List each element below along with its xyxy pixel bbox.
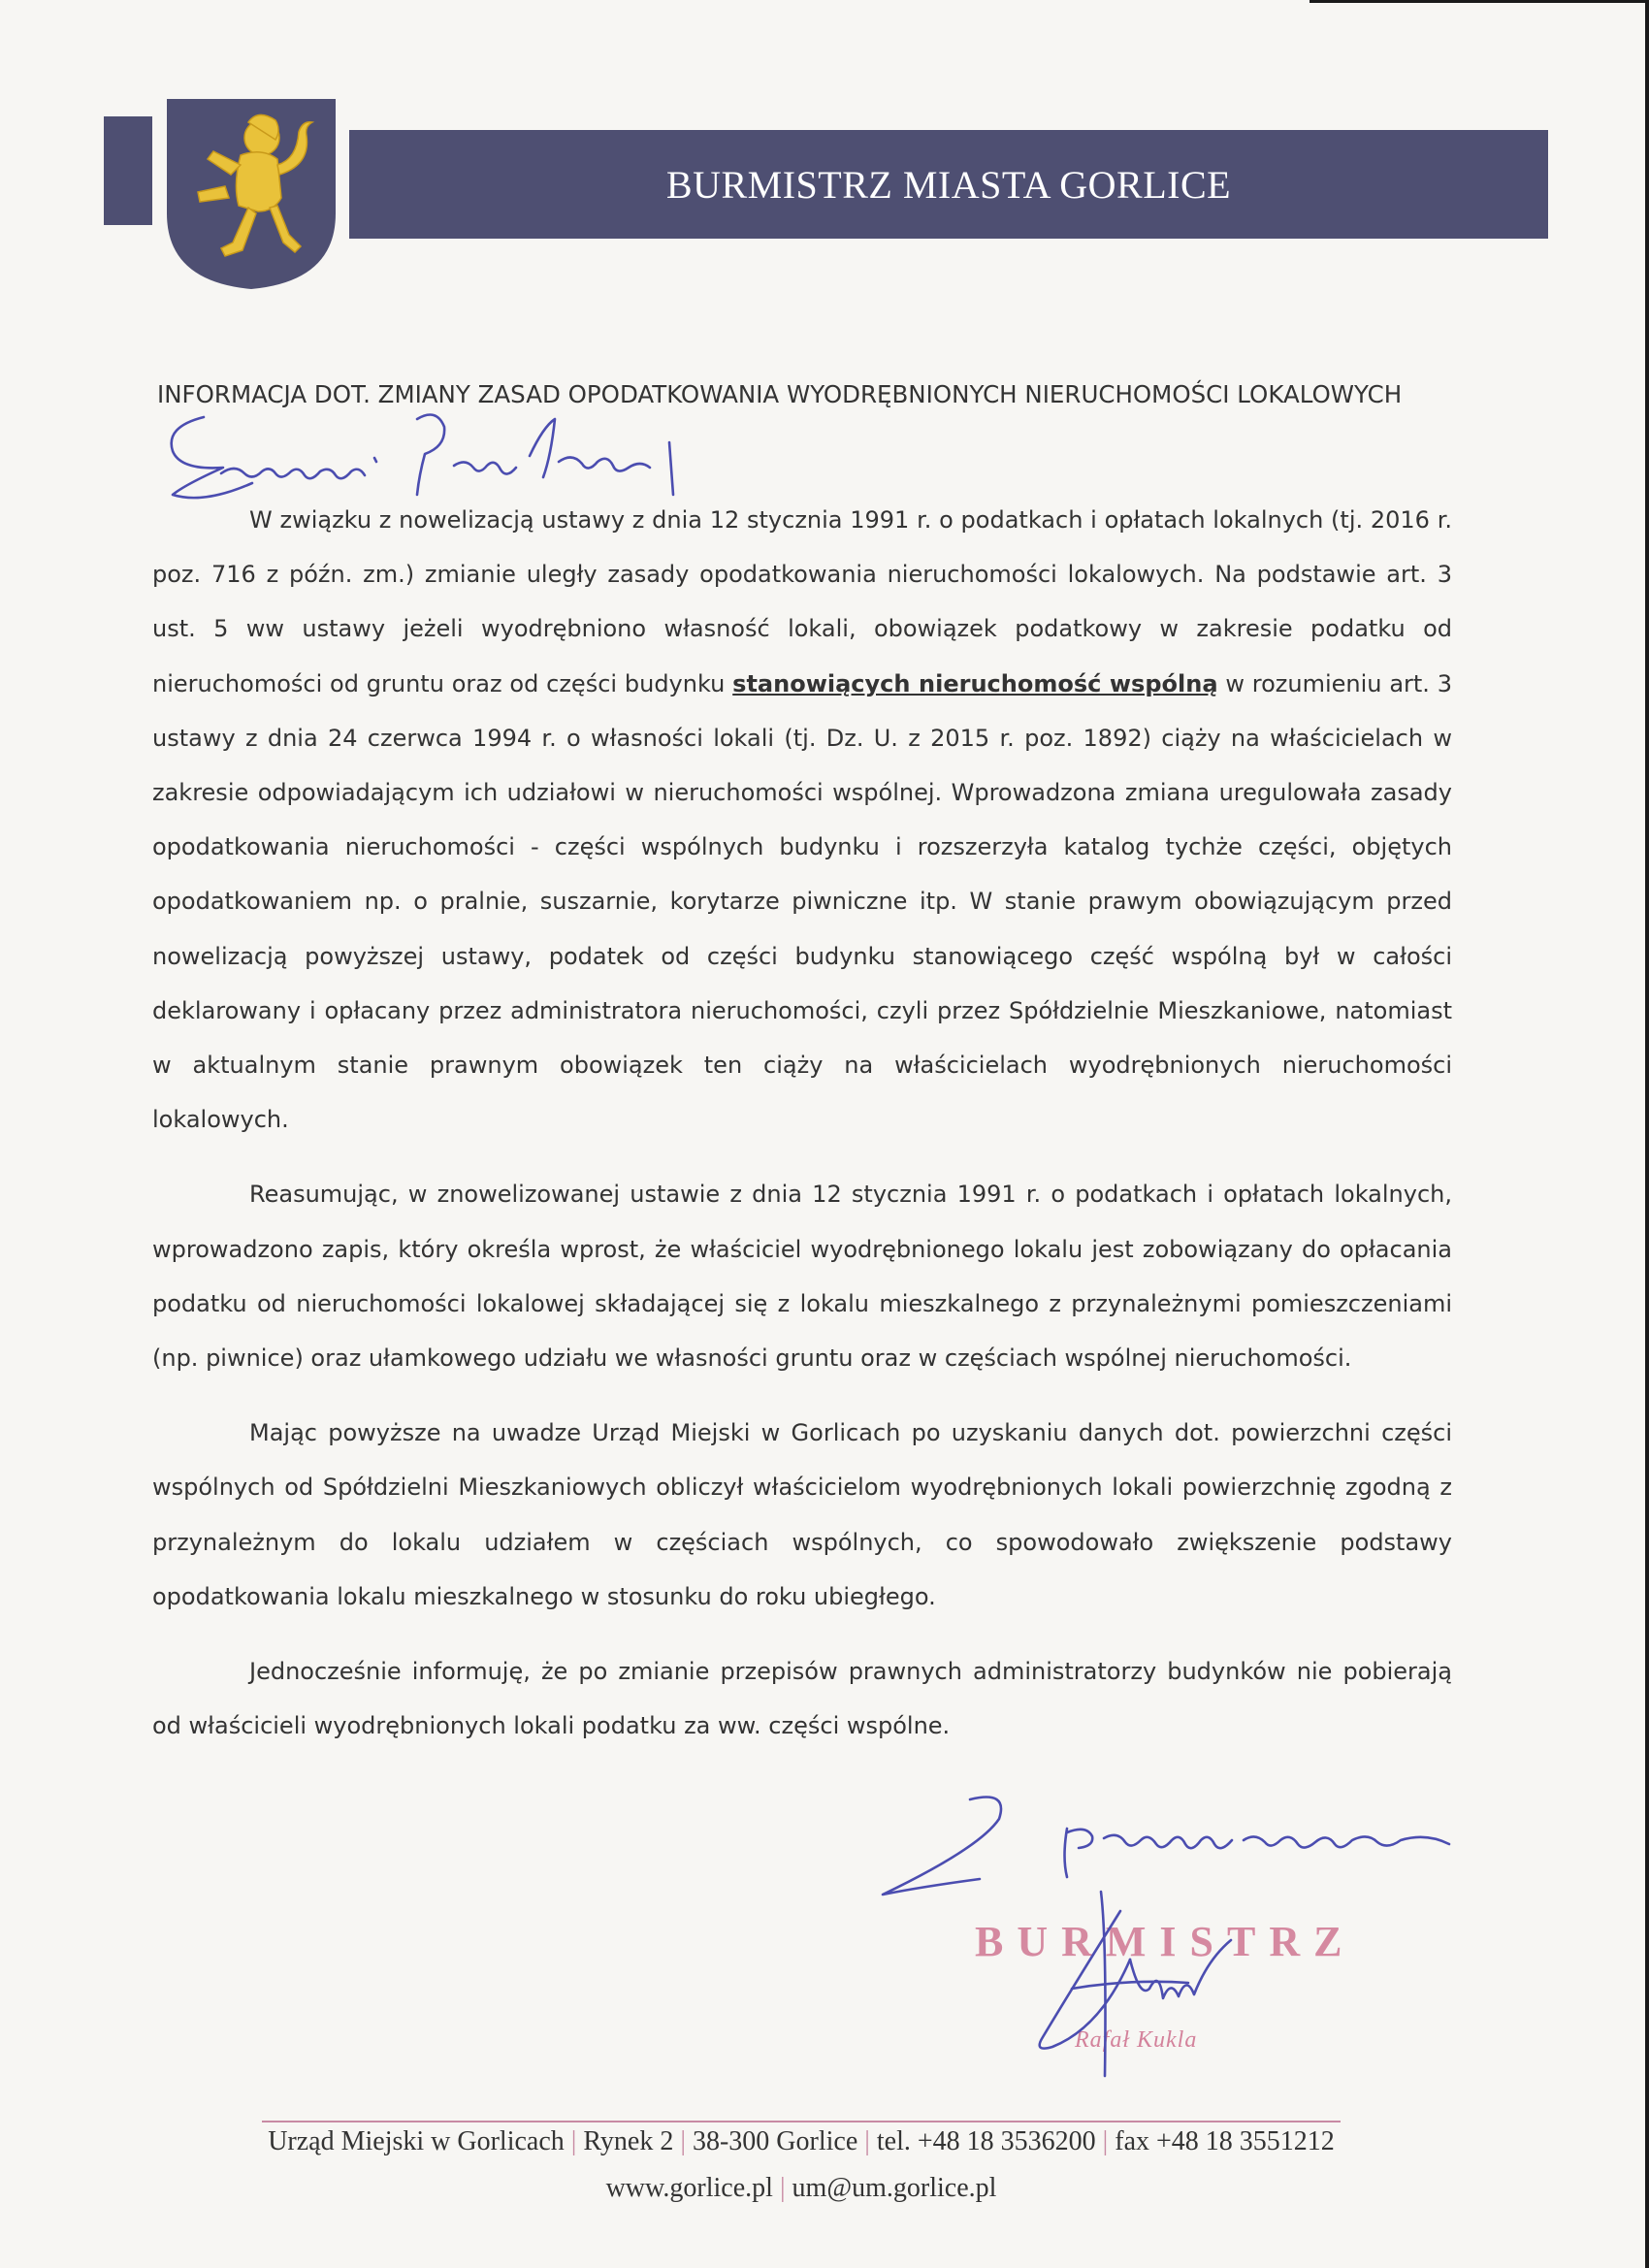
footer-street: Rynek 2 <box>583 2126 674 2156</box>
header-title: BURMISTRZ MIASTA GORLICE <box>665 162 1232 207</box>
paragraph-1: W związku z nowelizacją ustawy z dnia 12 stycznia 1991 r. o podatkach i opłatach lokalnych (tj. 2016 r. poz. 716 z późn. zm.) zmianie uległy zasady opodatkowania nieruchomości lokalowych. Na podstawie art. 3 ust. 5 ww ustawy jeżeli wyodrębniono własność lokali, obowiązek podatkowy w zakresie podatku od nieruchomości od gruntu oraz od części budynku stanowiących nieruchomość wspólną w rozumieniu art. 3 ustawy z dnia 24 czerwca 1994 r. o własności lokali (tj. Dz. U. z 2015 r. poz. 1892) ciąży na właścicielach w zakresie odpowiadającym ich udziałowi w nieruchomości wspólnej. Wprowadzona zmiana uregulowała zasady opodatkowania nieruchomości - części wspólnych budynku i rozszerzyła katalog tychże części, objętych opodatkowaniem np. o pralnie, suszarnie, korytarze piwniczne itp. W stanie prawym obowiązującym przed nowelizacją powyższej ustawy, podatek od części budynku stanowiącego część wspólną był w całości deklarowany i opłacany przez administratora nieruchomości, czyli przez Spółdzielnie Mieszkaniowe, natomiast w aktualnym stanie prawnym obowiązek ten ciąży na właścicielach wyodrębnionych nieruchomości lokalowych. <box>152 506 1453 1134</box>
scan-edge-top <box>1310 0 1649 3</box>
scan-edge-right <box>1645 0 1649 2268</box>
letter-body <box>152 493 1452 1753</box>
footer-office: Urząd Miejski w Gorlicach <box>268 2126 565 2156</box>
footer-city: 38-300 Gorlice <box>692 2126 858 2156</box>
header-band <box>349 130 1548 239</box>
footer-phone: tel. +48 18 3536200 <box>876 2126 1096 2156</box>
stamp-name: Rafał Kukla <box>1075 2027 1198 2053</box>
footer-divider <box>262 2121 1341 2122</box>
mayor-signature <box>1014 1882 1256 2086</box>
paragraph-3: Mając powyższe na uwadze Urząd Miejski w Gorlicach po uzyskaniu danych dot. powierzchni części wspólnych od Spółdzielni Mieszkaniowych obliczył właścicielom wyodrębnionych lokali powierzchnię zgodną z przynależnym do lokalu udziałem w częściach wspólnych, co spowodowało zwiększenie podstawy opodatkowania lokalu mieszkalnego w stosunku do roku ubiegłego. <box>152 1419 1452 1610</box>
footer-fax: fax +48 18 3551212 <box>1115 2126 1335 2156</box>
footer-email-link[interactable]: um@um.gorlice.pl <box>792 2173 997 2203</box>
subject-line: INFORMACJA DOT. ZMIANY ZASAD OPODATKOWANIA WYODRĘBNIONYCH NIERUCHOMOŚCI LOKALOWYCH <box>157 380 1403 408</box>
header-left-bar <box>104 116 152 225</box>
paragraph-4: Jednocześnie informuję, że po zmianie przepisów prawnych administratorzy budynków nie pobierają od właścicieli wyodrębnionych lokali podatku za ww. części wspólne. <box>152 1658 1452 1740</box>
handwritten-greeting <box>146 398 776 504</box>
footer-address: Urząd Miejski w Gorlicach | Rynek 2 | 38-300 Gorlice | tel. +48 18 3536200 | fax +48 18 3551212 <box>268 2126 1335 2156</box>
footer-web: www.gorlice.pl | um@um.gorlice.pl <box>605 2173 997 2203</box>
handwritten-closing <box>863 1790 1465 1896</box>
footer-website-link[interactable]: www.gorlice.pl <box>605 2173 773 2203</box>
emphasis-common-property: stanowiących nieruchomość wspólną <box>732 669 1218 697</box>
paragraph-2: Reasumując, w znowelizowanej ustawie z dnia 12 stycznia 1991 r. o podatkach i opłatach lokalnych, wprowadzono zapis, który określa wprost, że właściciel wyodrębnionego lokalu jest zobowiązany do opłacania podatku od nieruchomości lokalowej składającej się z lokalu mieszkalnego z przynależnymi pomieszczeniami (np. piwnice) oraz ułamkowego udziału we własności gruntu oraz w częściach wspólnej nieruchomości. <box>152 1181 1452 1373</box>
stamp-title: BURMISTRZ <box>975 1918 1356 1965</box>
lion-crest-icon <box>165 97 338 291</box>
